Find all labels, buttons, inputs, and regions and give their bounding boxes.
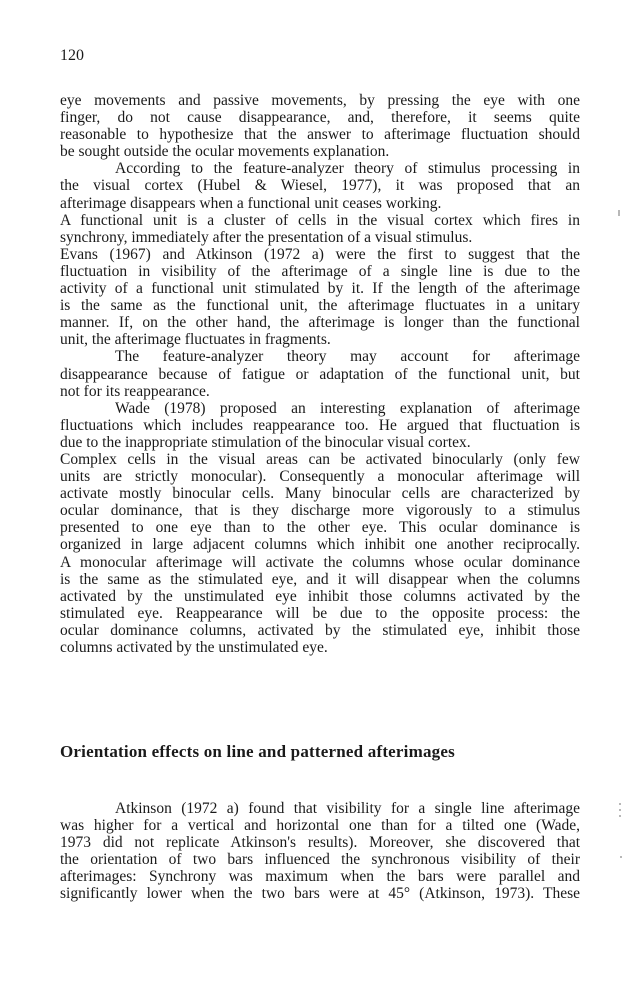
section-heading: Orientation effects on line and patterned afterimages [60, 742, 455, 761]
text-line: fluctuations which includes reappearance too. He argued that fluctuation is [60, 416, 580, 434]
text-line: was higher for a vertical and horizontal one than for a tilted one (Wade, [60, 817, 580, 835]
text-line: units are strictly monocular). Consequently a monocular afterimage will [60, 468, 580, 486]
text-line: ocular dominance, that is they discharge more vigorously to a stimulus [60, 502, 580, 520]
text-line: Complex cells in the visual areas can be activated binocularly (only few [60, 450, 580, 468]
text-line: Evans (1967) and Atkinson (1972 a) were the first to suggest that the [60, 245, 580, 263]
text-line: the visual cortex (Hubel & Wiesel, 1977), it was proposed that an [60, 177, 580, 195]
text-line: eye movements and passive movements, by pressing the eye with one [60, 92, 580, 109]
scan-speck [618, 210, 620, 216]
text-line: activity of a functional unit stimulated by it. If the length of the afterimage [60, 280, 580, 298]
scan-speck [619, 803, 621, 805]
text-line: be sought outside the ocular movements explanation. [60, 143, 390, 161]
text-line: Atkinson (1972 a) found that visibility for a single line afterimage [115, 800, 580, 817]
text-line: manner. If, on the other hand, the afterimage is longer than the functional [60, 314, 580, 332]
text-line: The feature-analyzer theory may account for afterimage [115, 348, 580, 366]
text-line: fluctuation in visibility of the afterimage of a single line is due to the [60, 262, 580, 280]
page-number: 120 [60, 47, 84, 64]
text-line: significantly lower when the two bars were at 45° (Atkinson, 1973). These [60, 885, 580, 903]
text-line: A monocular afterimage will activate the columns whose ocular dominance [60, 553, 580, 571]
text-line: disappearance because of fatigue or adaptation of the functional unit, but [60, 365, 580, 383]
text-line: 1973 did not replicate Atkinson's results). Moreover, she discovered that [60, 834, 580, 852]
text-line: A functional unit is a cluster of cells in the visual cortex which fires in [60, 211, 580, 229]
text-line: activated by the unstimulated eye inhibit those columns activated by the [60, 587, 580, 605]
scan-speck [619, 815, 621, 817]
text-line: organized in large adjacent columns which inhibit one another reciprocally. [60, 536, 580, 554]
scan-speck [620, 856, 622, 858]
text-line: columns activated by the unstimulated eye. [60, 639, 328, 656]
text-line: is the same as the stimulated eye, and it will disappear when the columns [60, 570, 580, 588]
text-line: According to the feature-analyzer theory of stimulus processing in [115, 160, 580, 178]
text-line: reasonable to hypothesize that the answer to afterimage fluctuation should [60, 126, 580, 144]
text-line: due to the inappropriate stimulation of the binocular visual cortex. [60, 433, 471, 451]
text-line: activate mostly binocular cells. Many binocular cells are characterized by [60, 485, 580, 503]
body-text-section-2 [60, 800, 580, 903]
text-line: stimulated eye. Reappearance will be due to the opposite process: the [60, 604, 580, 622]
text-line: synchrony, immediately after the presentation of a visual stimulus. [60, 228, 473, 246]
body-text-section-1 [60, 92, 580, 656]
text-line: finger, do not cause disappearance, and, therefore, it seems quite [60, 109, 580, 127]
text-line: not for its reappearance. [60, 382, 210, 400]
text-line: ocular dominance columns, activated by the stimulated eye, inhibit those [60, 621, 580, 639]
text-line: afterimages: Synchrony was maximum when the bars were parallel and [60, 868, 580, 886]
text-line: Wade (1978) proposed an interesting explanation of afterimage [115, 399, 580, 417]
text-line: the orientation of two bars influenced the synchronous visibility of their [60, 851, 580, 869]
scan-speck [619, 809, 621, 811]
text-line: presented to one eye than to the other eye. This ocular dominance is [60, 519, 580, 537]
text-line: afterimage disappears when a functional unit ceases working. [60, 194, 442, 212]
text-line: unit, the afterimage fluctuates in fragments. [60, 331, 331, 349]
text-line: is the same as the functional unit, the afterimage fluctuates in a unitary [60, 297, 580, 315]
